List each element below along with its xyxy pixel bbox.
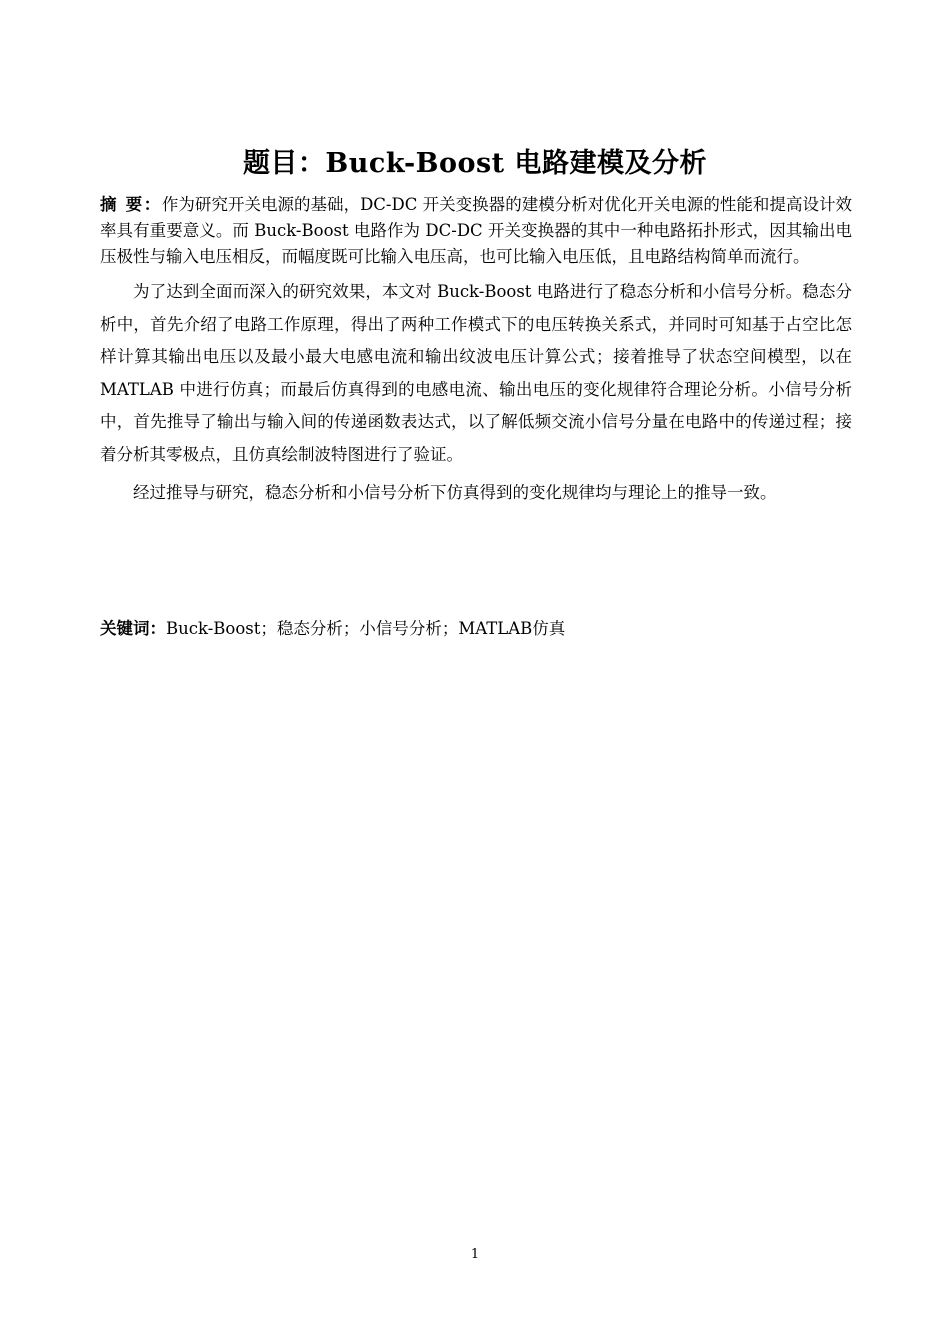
keywords-label: 关键词：: [100, 619, 166, 638]
page-number: 1: [470, 1247, 480, 1262]
abstract-body: [100, 192, 852, 510]
abstract-label: 摘 要：: [100, 195, 162, 214]
abstract-text: 作为研究开关电源的基础，DC-DC 开关变换器的建模分析对优化开关电源的性能和提高设计效率具有重要意义。而 Buck-Boost 电路作为 DC-DC 开关变换器的其中一种电路拓扑形式，因其输出电压极性与输入电压相反，而幅度既可比输入电压高，也可比输入电压低，且电路结构简单而流行。: [100, 195, 852, 266]
body-paragraph-1: 为了达到全面而深入的研究效果，本文对 Buck-Boost 电路进行了稳态分析和小信号分析。稳态分析中，首先介绍了电路工作原理，得出了两种工作模式下的电压转换关系式，并同时可知基于占空比怎样计算其输出电压以及最小最大电感电流和输出纹波电压计算公式；接着推导了状态空间模型，以在 MATLAB 中进行仿真；而最后仿真得到的电感电流、输出电压的变化规律符合理论分析。小信号分析中，首先推导了输出与输入间的传递函数表达式，以了解低频交流小信号分量在电路中的传递过程；接着分析其零极点，且仿真绘制波特图进行了验证。: [100, 282, 852, 464]
document-title: 题目：Buck-Boost 电路建模及分析: [242, 148, 708, 179]
body-paragraph-2: 经过推导与研究，稳态分析和小信号分析下仿真得到的变化规律均与理论上的推导一致。: [133, 483, 777, 502]
keywords-line: [100, 616, 852, 642]
keywords-text: Buck-Boost；稳态分析；小信号分析；MATLAB仿真: [166, 619, 566, 638]
abstract-paragraph: [100, 192, 852, 270]
